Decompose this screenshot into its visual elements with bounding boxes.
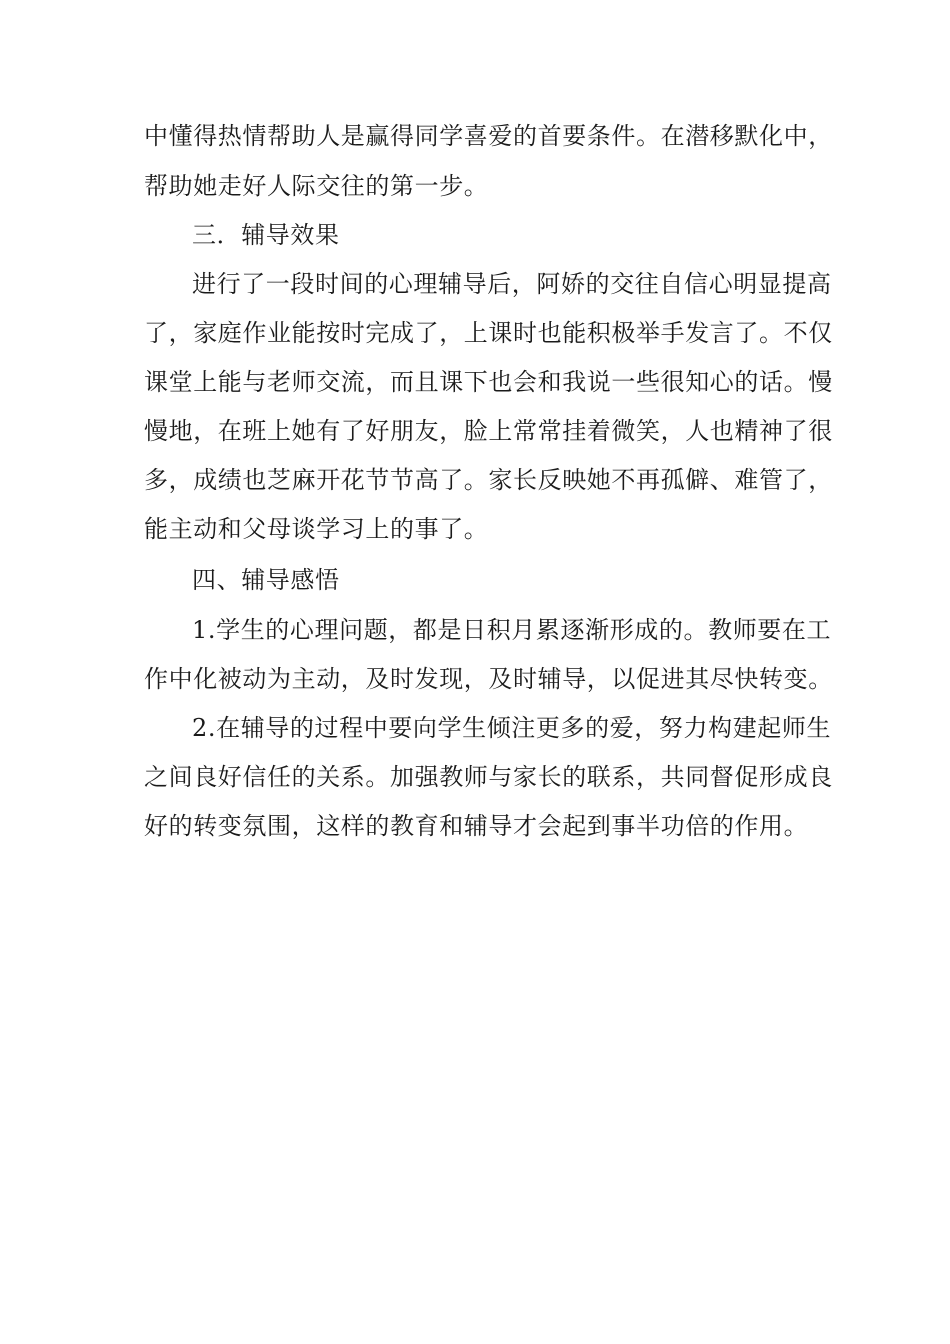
text-line: 慢地，在班上她有了好朋友，脸上常常挂着微笑，人也精神了很 bbox=[144, 417, 833, 445]
text-line: 中懂得热情帮助人是赢得同学喜爱的首要条件。在潜移默化中， bbox=[144, 122, 833, 150]
text-line: 帮助她走好人际交往的第一步。 bbox=[144, 172, 489, 200]
text-line: 2.在辅导的过程中要向学生倾注更多的爱，努力构建起师生 bbox=[192, 714, 832, 742]
section-heading: 四、辅导感悟 bbox=[192, 566, 340, 594]
section-heading: 三．辅导效果 bbox=[192, 221, 340, 249]
text-line: 好的转变氛围，这样的教育和辅导才会起到事半功倍的作用。 bbox=[144, 812, 809, 840]
text-line: 1.学生的心理问题，都是日积月累逐渐形成的。教师要在工 bbox=[192, 616, 832, 644]
text-line: 课堂上能与老师交流，而且课下也会和我说一些很知心的话。慢 bbox=[144, 368, 833, 396]
text-line: 之间良好信任的关系。加强教师与家长的联系，共同督促形成良 bbox=[144, 763, 833, 791]
text-line: 能主动和父母谈学习上的事了。 bbox=[144, 515, 489, 543]
text-line: 作中化被动为主动，及时发现，及时辅导，以促进其尽快转变。 bbox=[144, 665, 833, 693]
text-line: 了，家庭作业能按时完成了，上课时也能积极举手发言了。不仅 bbox=[144, 319, 833, 347]
text-line: 多，成绩也芝麻开花节节高了。家长反映她不再孤僻、难管了， bbox=[144, 466, 833, 494]
text-line: 进行了一段时间的心理辅导后，阿娇的交往自信心明显提高 bbox=[192, 270, 832, 298]
